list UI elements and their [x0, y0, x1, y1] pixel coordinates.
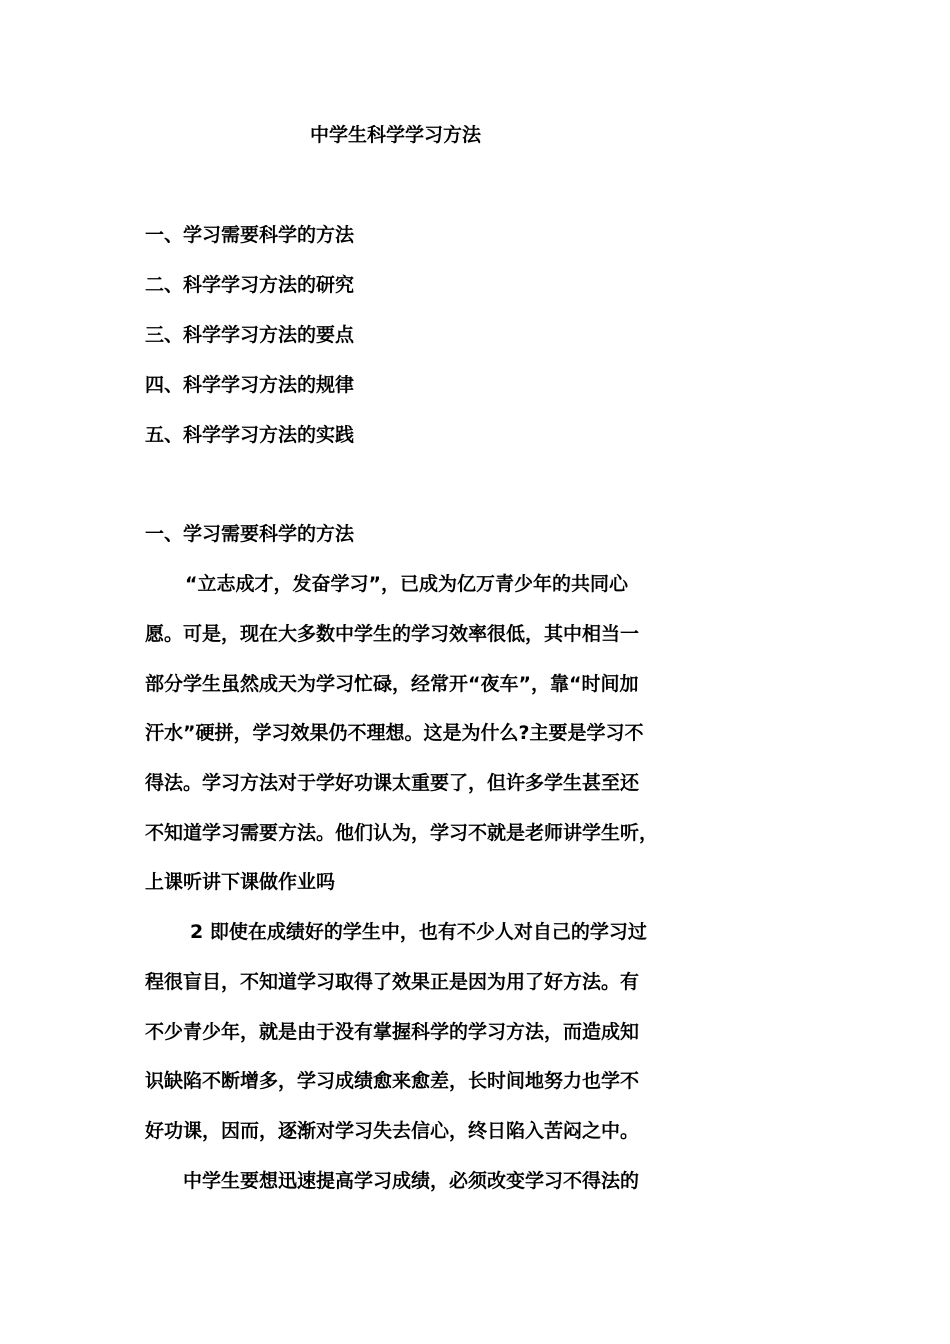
toc-item: 四、科学学习方法的规律	[145, 374, 355, 396]
body-line: 汗水”硬拼，学习效果仍不理想。这是为什么?主要是学习不	[145, 722, 644, 744]
table-of-contents	[145, 220, 354, 470]
body-line: 2 即使在成绩好的学生中，也有不少人对自己的学习过	[190, 921, 647, 943]
toc-item: 三、科学学习方法的要点	[145, 324, 355, 346]
body-line: 上课听讲下课做作业吗	[145, 871, 336, 893]
document-title: 中学生科学学习方法	[310, 124, 482, 146]
section-heading: 一、学习需要科学的方法	[145, 523, 355, 545]
body-line: 程很盲目，不知道学习取得了效果正是因为用了好方法。有	[145, 971, 640, 993]
body-line: 愿。可是，现在大多数中学生的学习效率很低，其中相当一	[145, 623, 640, 645]
toc-item: 二、科学学习方法的研究	[145, 274, 355, 296]
body-line: 部分学生虽然成天为学习忙碌，经常开“夜车”，靠“时间加	[145, 673, 639, 695]
body-line: 好功课，因而，逐渐对学习失去信心，终日陷入苦闷之中。	[145, 1120, 640, 1142]
body-line: 得法。学习方法对于学好功课太重要了，但许多学生甚至还	[145, 772, 640, 794]
toc-item: 一、学习需要科学的方法	[145, 224, 355, 246]
body-line: 不少青少年，就是由于没有掌握科学的学习方法，而造成知	[145, 1021, 640, 1043]
body-line: “立志成才，发奋学习”，已成为亿万青少年的共同心	[185, 573, 628, 595]
toc-item: 五、科学学习方法的实践	[145, 424, 355, 446]
body-line: 不知道学习需要方法。他们认为，学习不就是老师讲学生听，	[145, 822, 659, 844]
body-line: 识缺陷不断增多，学习成绩愈来愈差，长时间地努力也学不	[145, 1070, 640, 1092]
body-line: 中学生要想迅速提高学习成绩，必须改变学习不得法的	[183, 1170, 640, 1192]
